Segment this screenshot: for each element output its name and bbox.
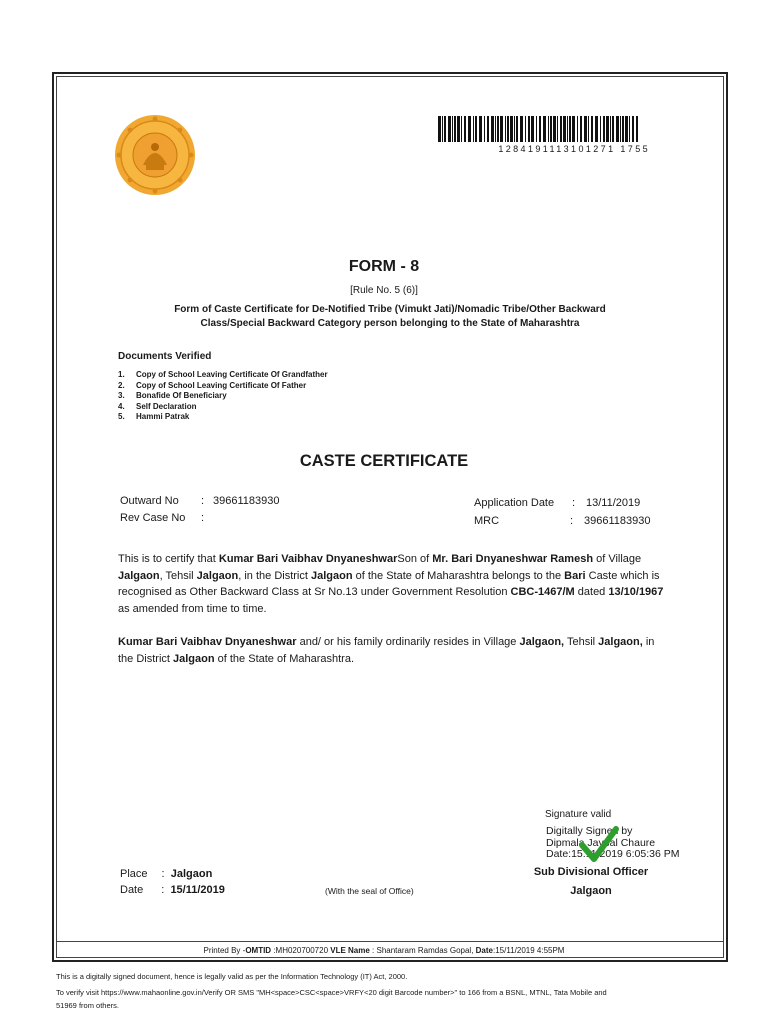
form-title: FORM - 8 <box>348 258 420 275</box>
place-value: Jalgaon <box>170 868 213 880</box>
district-name: Jalgaon <box>173 652 215 665</box>
caste-certificate-title: CASTE CERTIFICATE <box>299 452 469 470</box>
document-item: 1. Copy of School Leaving Certificate Of Grandfather <box>118 370 328 379</box>
barcode-image <box>438 116 638 142</box>
village-name: Jalgaon, <box>519 636 565 648</box>
district-name: Jalgaon <box>311 569 353 582</box>
outward-no-separator: : <box>201 495 205 507</box>
signature-check-icon <box>578 825 620 865</box>
document-item: 4. Self Declaration <box>118 401 197 411</box>
place-field: Place : Jalgaon <box>120 868 213 880</box>
document-item: 5. Hammi Patrak <box>118 412 190 421</box>
officer-designation: Sub Divisional Officer <box>533 866 649 878</box>
application-date-label: Application Date <box>474 497 555 509</box>
document-item: 3. Bonafide Of Beneficiary <box>118 391 227 400</box>
beneficiary-name: Kumar Bari Vaibhav Dnyaneshwar <box>218 553 398 565</box>
tehsil-name: Jalgaon, <box>598 636 643 648</box>
mrc-value: 39661183930 <box>584 515 651 527</box>
verification-instructions-continued: 51969 from others. <box>56 1001 119 1010</box>
signature-date: Date:15.11.2019 6:05:36 PM <box>546 848 680 860</box>
documents-verified-heading: Documents Verified <box>118 351 212 362</box>
date-field: Date : 15/11/2019 <box>120 884 225 896</box>
certification-paragraph: This is to certify that Kumar Bari Vaibhav DnyaneshwarSon of Mr. Bari Dnyaneshwar Ramesh of Village Jalgaon, Tehsil Jalgaon, in the District Jalgaon of the State of Maharashtra belongs to the Bari Caste which is recognised as Other Backward Class at Sr No.13 under Government Resolution CBC-1467/M dated 13/10/1967 as amended from time to time. <box>118 553 664 615</box>
mrc-separator: : <box>570 515 574 527</box>
footer-divider <box>56 941 724 942</box>
form-subtitle-line-2: Class/Special Backward Category person belonging to the State of Maharashtra <box>200 318 580 329</box>
printed-by-line: Printed By -OMTID :MH020700720 VLE Name : Shantaram Ramdas Gopal, Date:15/11/2019 4:55PM <box>203 946 565 955</box>
date-value: 15/11/2019 <box>170 884 225 896</box>
signer-name: Dipmala Jaypal Chaure <box>546 836 656 849</box>
form-subtitle <box>110 303 670 331</box>
maharashtra-seal-icon <box>113 113 197 197</box>
rev-case-no-separator: : <box>201 512 205 524</box>
rev-case-no-label: Rev Case No <box>120 512 186 524</box>
verification-instructions: To verify visit https://www.mahaonline.gov.in/Verify OR SMS "MH<space>CSC<space>VRFY<20 digit Barcode number>" to 166 from a BSNL, MTNL, Tata Mobile and <box>56 988 607 997</box>
application-date-value: 13/11/2019 <box>586 497 641 509</box>
signature-valid-label: Signature valid <box>545 809 612 820</box>
legal-validity-note: This is a digitally signed document, hence is legally valid as per the Information Technology (IT) Act, 2000. <box>56 972 408 981</box>
resolution-number: CBC-1467/M <box>510 586 575 598</box>
village-name: Jalgaon <box>118 569 160 582</box>
caste-name: Bari <box>564 569 586 582</box>
tehsil-name: Jalgaon <box>196 569 239 582</box>
residence-paragraph: Kumar Bari Vaibhav Dnyaneshwar and/ or his family ordinarily resides in Village Jalgaon, Tehsil Jalgaon, in the District Jalgaon of the State of Maharashtra. <box>118 636 655 665</box>
application-date-separator: : <box>572 497 576 509</box>
seal-note: (With the seal of Office) <box>325 886 414 896</box>
officer-office-place: Jalgaon <box>570 885 612 897</box>
father-name: Mr. Bari Dnyaneshwar Ramesh <box>432 553 594 565</box>
outward-no-label: Outward No <box>120 495 179 507</box>
beneficiary-name: Kumar Bari Vaibhav Dnyaneshwar <box>118 636 297 648</box>
documents-list <box>118 370 328 423</box>
outward-no-value: 39661183930 <box>213 495 280 507</box>
barcode-number: 1284191113101271 1755 <box>498 144 650 154</box>
form-subtitle-line-1: Form of Caste Certificate for De-Notified Tribe (Vimukt Jati)/Nomadic Tribe/Other Backward <box>174 304 606 315</box>
resolution-date: 13/10/1967 <box>608 586 664 598</box>
signed-by-label: Digitally Signed by <box>546 825 633 837</box>
rule-reference: [Rule No. 5 (6)] <box>350 285 418 296</box>
mrc-label: MRC <box>474 515 500 527</box>
document-item: 2. Copy of School Leaving Certificate Of Father <box>118 380 307 390</box>
